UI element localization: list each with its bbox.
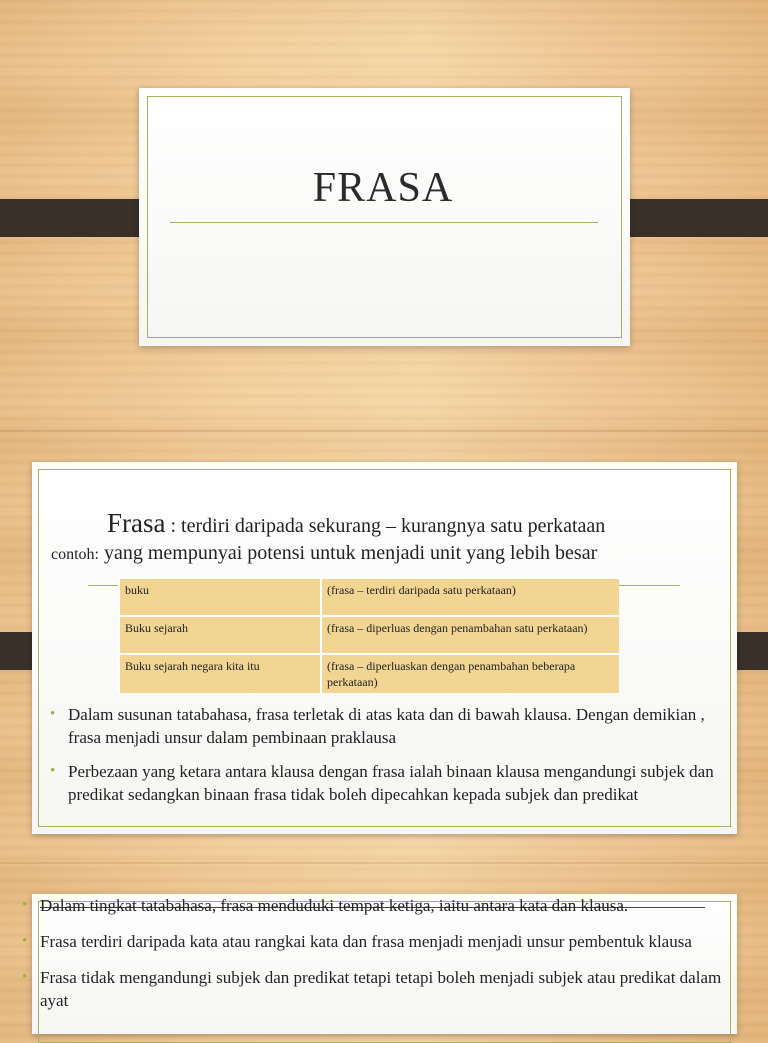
bullet-text: Dalam tingkat tatabahasa, frasa menduduki tempat ketiga, iaitu antara kata dan klausa. [40, 896, 629, 915]
example-table [118, 577, 619, 693]
title-slide-card [139, 88, 630, 346]
bullet-text: Perbezaan yang ketara antara klausa dengan frasa ialah binaan klausa mengandungi subjek dan predikat sedangkan binaan frasa tidak boleh dipecahkan kepada subjek dan predikat [68, 762, 714, 804]
example-text: yang mempunyai potensi untuk menjadi unit yang lebih besar [104, 542, 598, 564]
bullet-icon: • [50, 706, 56, 722]
bullet-text: Frasa terdiri daripada kata atau rangkai kata dan frasa menjadi menjadi unsur pembentuk klausa [40, 932, 692, 951]
table-cell: (frasa – diperluaskan dengan penambahan beberapa perkataan) [321, 654, 619, 693]
bullet-icon: • [50, 763, 56, 779]
table-cell: Buku sejarah [119, 616, 321, 654]
slide-divider [0, 862, 768, 864]
table-row [119, 616, 619, 654]
title-underline [170, 222, 598, 223]
table-cell: buku [119, 578, 321, 616]
list-item [22, 930, 732, 953]
list-item [50, 760, 718, 806]
table-cell: Buku sejarah negara kita itu [119, 654, 321, 693]
bullet-icon: • [22, 897, 28, 913]
table-row [119, 578, 619, 616]
definition-heading [107, 508, 605, 539]
list-item [22, 966, 732, 1012]
bullet-list [50, 703, 718, 806]
bullet-icon: • [22, 933, 28, 949]
list-item [22, 894, 732, 917]
bullet-text: Dalam susunan tatabahasa, frasa terletak di atas kata dan di bawah klausa. Dengan demikian , frasa menjadi unsur dalam pembinaan praklausa [68, 705, 705, 747]
list-item [50, 703, 718, 749]
bullet-text: Frasa tidak mengandungi subjek dan predikat tetapi tetapi boleh menjadi subjek atau predikat dalam ayat [40, 968, 722, 1010]
decorative-bar-left [0, 199, 155, 237]
table-cell: (frasa – diperluas dengan penambahan satu perkataan) [321, 616, 619, 654]
definition-text: : terdiri daripada sekurang – kurangnya satu perkataan [170, 515, 606, 537]
bullet-list [22, 894, 732, 1012]
term-word: Frasa [107, 508, 166, 538]
bullet-icon: • [22, 969, 28, 985]
slide-title: FRASA [312, 165, 454, 211]
table-row [119, 654, 619, 693]
decorative-bar-right [613, 199, 768, 237]
slide-divider [0, 430, 768, 432]
card-frame [147, 96, 622, 338]
table-cell: (frasa – terdiri daripada satu perkataan) [321, 578, 619, 616]
example-line [51, 542, 597, 565]
example-label: contoh: [51, 546, 99, 563]
